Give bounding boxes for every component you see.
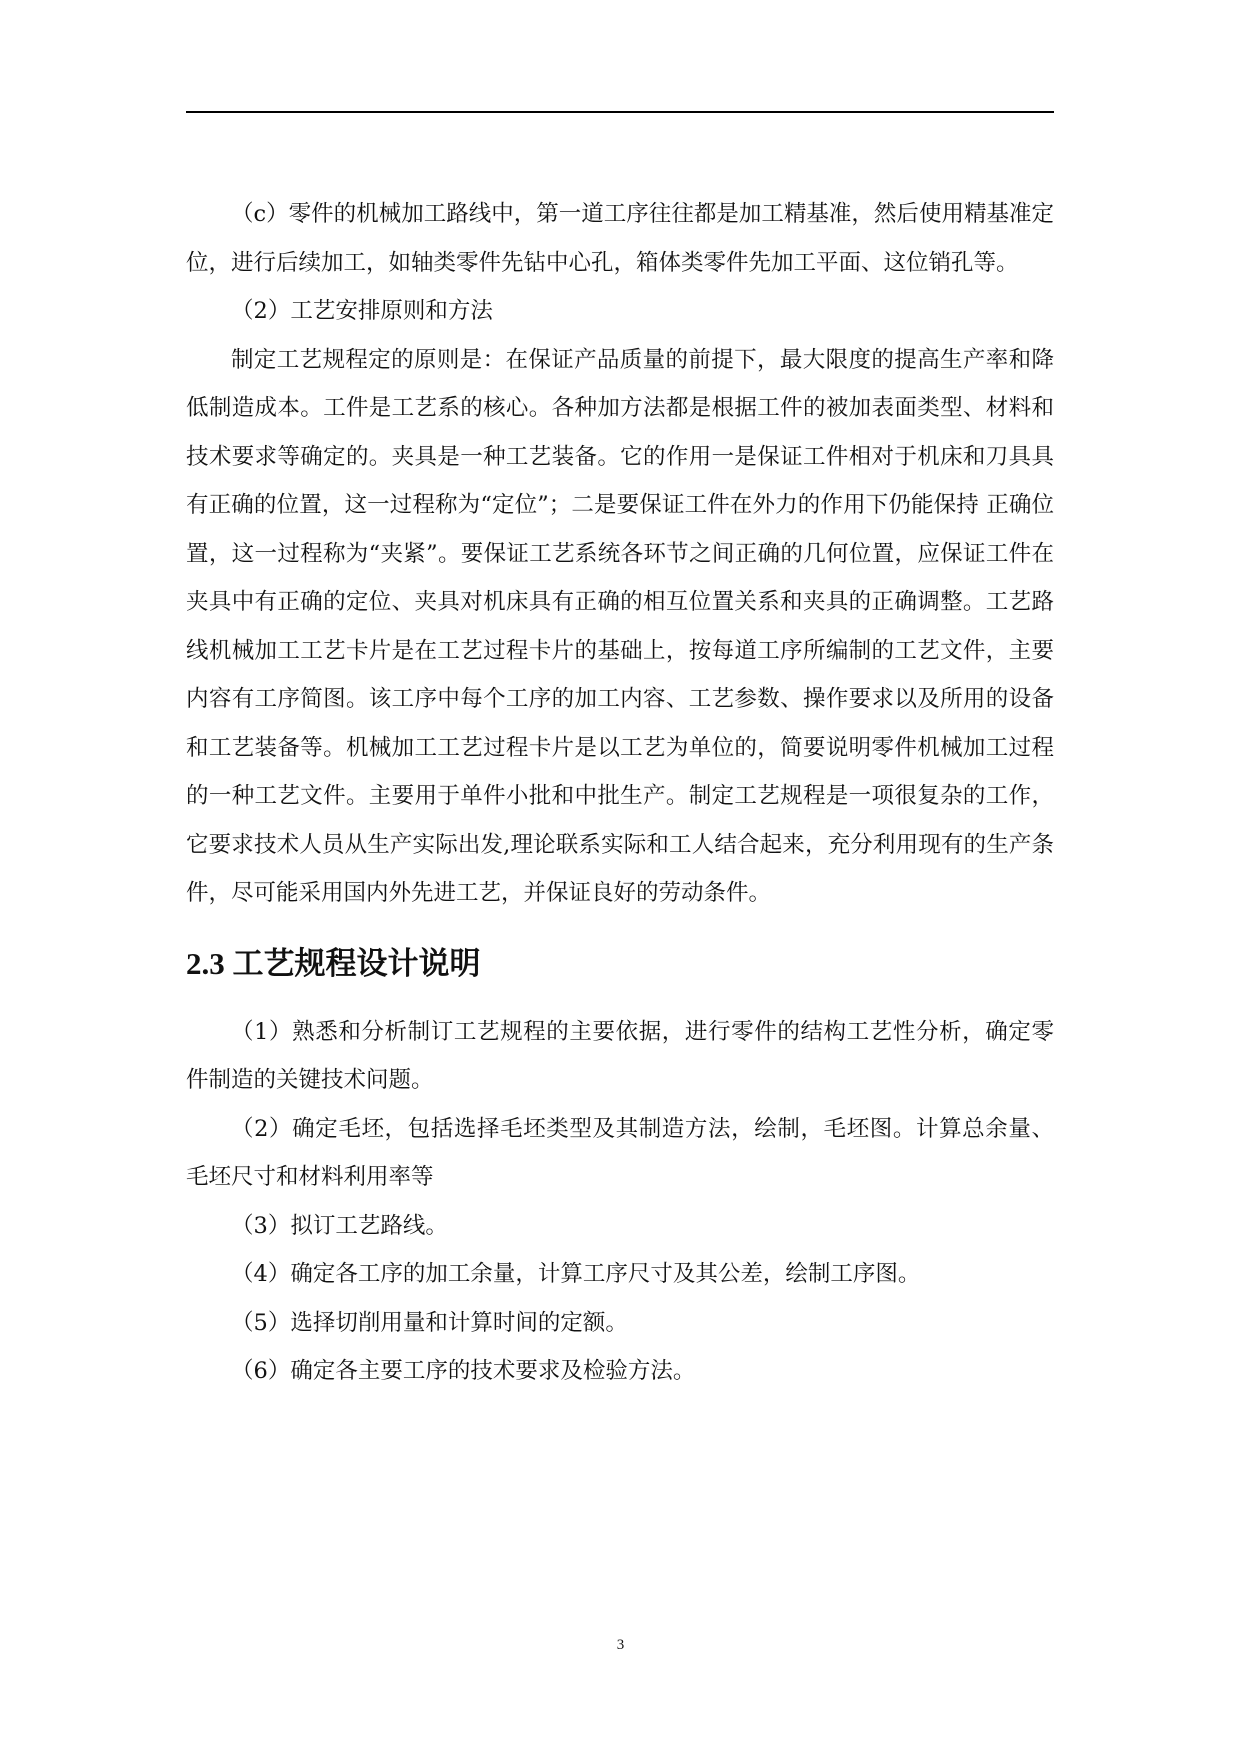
paragraph-subheading-2: （2）工艺安排原则和方法 bbox=[231, 298, 493, 324]
section-heading: 2.3 工艺规程设计说明 bbox=[186, 945, 481, 981]
page-body bbox=[186, 190, 1054, 1396]
page-number: 3 bbox=[616, 1637, 625, 1653]
list-item-3: （3）拟订工艺路线。 bbox=[231, 1212, 448, 1239]
list-item-4: （4）确定各工序的加工余量，计算工序尺寸及其公差，绘制工序图。 bbox=[231, 1261, 921, 1287]
list-item-1: （1）熟悉和分析制订工艺规程的主要依据，进行零件的结构工艺性分析，确定零件制造的关键技术问题。 bbox=[186, 1018, 1054, 1093]
list-item-5: （5）选择切削用量和计算时间的定额。 bbox=[231, 1309, 628, 1336]
list-item-6: （6）确定各主要工序的技术要求及检验方法。 bbox=[231, 1358, 696, 1384]
header-rule bbox=[186, 111, 1054, 113]
list-item-2: （2）确定毛坯，包括选择毛坯类型及其制造方法，绘制，毛坯图。计算总余量、毛坯尺寸和材料利用率等 bbox=[186, 1115, 1054, 1190]
paragraph-c: （c）零件的机械加工路线中，第一道工序往往都是加工精基准，然后使用精基准定位，进行后续加工，如轴类零件先钻中心孔，箱体类零件先加工平面、这位销孔等。 bbox=[186, 201, 1054, 276]
paragraph-principles: 制定工艺规程定的原则是：在保证产品质量的前提下，最大限度的提高生产率和降低制造成本。工件是工艺系的核心。各种加方法都是根据工件的被加表面类型、材料和技术要求等确定的。夹具是一种工艺装备。它的作用一是保证工件相对于机床和刀具具有正确的位置，这一过程称为“定位”；二是要保证工件在外力的作用下仍能保持 正确位置，这一过程称为“夹紧”。要保证工艺系统各环节之间正确的几何位置，应保证工件在夹具中有正确的定位、夹具对机床具有正确的相互位置关系和夹具的正确调整。工艺路线机械加工工艺卡片是在工艺过程卡片的基础上，按每道工序所编制的工艺文件，主要内容有工序简图。该工序中每个工序的加工内容、工艺参数、操作要求以及所用的设备和工艺装备等。机械加工工艺过程卡片是以工艺为单位的，简要说明零件机械加工过程的一种工艺文件。主要用于单件小批和中批生产。制定工艺规程是一项很复杂的工作，它要求技术人员从生产实际出发,理论联系实际和工人结合起来，充分利用现有的生产条件，尽可能采用国内外先进工艺，并保证良好的劳动条件。 bbox=[186, 346, 1054, 906]
